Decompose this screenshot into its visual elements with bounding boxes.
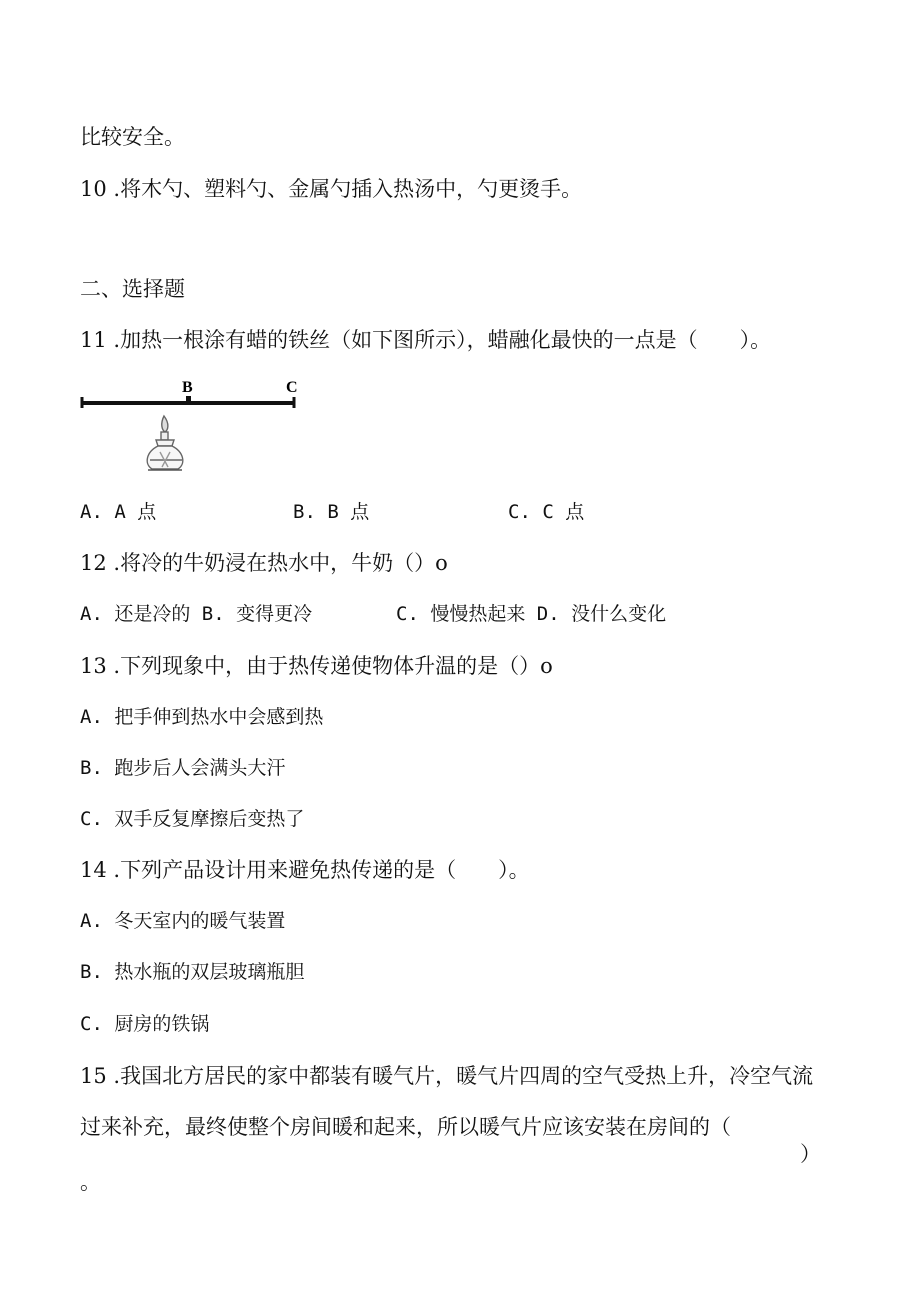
section-heading: 二、选择题 <box>80 277 185 301</box>
question-15-line-2: 过来补充，最终使整个房间暖和起来，所以暖气片应该安装在房间的（ <box>80 1115 731 1139</box>
iron-wire-figure <box>78 372 308 477</box>
label-c: C <box>286 379 298 396</box>
question-13: 13 .下列现象中，由于热传递使物体升温的是（）o <box>80 654 553 678</box>
question-14: 14 .下列产品设计用来避免热传递的是（ ）。 <box>80 858 530 882</box>
q11-option-c: C. C 点 <box>508 501 585 523</box>
question-15-period: 。 <box>80 1170 101 1194</box>
label-b: B <box>182 379 193 396</box>
question-15-line-1: 15 .我国北方居民的家中都装有暖气片，暖气片四周的空气受热上升，冷空气流 <box>80 1064 814 1088</box>
q12-option-cd: C. 慢慢热起来 D. 没什么变化 <box>396 603 667 625</box>
q11-option-b: B. B 点 <box>293 501 370 523</box>
q11-option-a: A. A 点 <box>80 501 157 523</box>
alcohol-lamp-icon <box>147 416 183 470</box>
question-10: 10 .将木勺、塑料勺、金属勺插入热汤中，勺更烫手。 <box>80 177 583 201</box>
q13-option-c: C. 双手反复摩擦后变热了 <box>80 808 305 830</box>
point-b-mark <box>186 396 191 402</box>
q13-option-b: B. 跑步后人会满头大汗 <box>80 757 286 779</box>
continued-text: 比较安全。 <box>80 125 185 149</box>
q14-option-c: C. 厨房的铁锅 <box>80 1013 210 1035</box>
q14-option-a: A. 冬天室内的暖气装置 <box>80 910 286 932</box>
q14-option-b: B. 热水瓶的双层玻璃瓶胆 <box>80 961 305 983</box>
q12-option-ab: A. 还是冷的 B. 变得更冷 <box>80 603 313 625</box>
question-15-close-paren: ） <box>800 1142 821 1166</box>
question-12: 12 .将冷的牛奶浸在热水中，牛奶（）o <box>80 551 448 575</box>
question-11: 11 .加热一根涂有蜡的铁丝（如下图所示），蜡融化最快的一点是（ ）。 <box>80 328 772 352</box>
q13-option-a: A. 把手伸到热水中会感到热 <box>80 706 324 728</box>
